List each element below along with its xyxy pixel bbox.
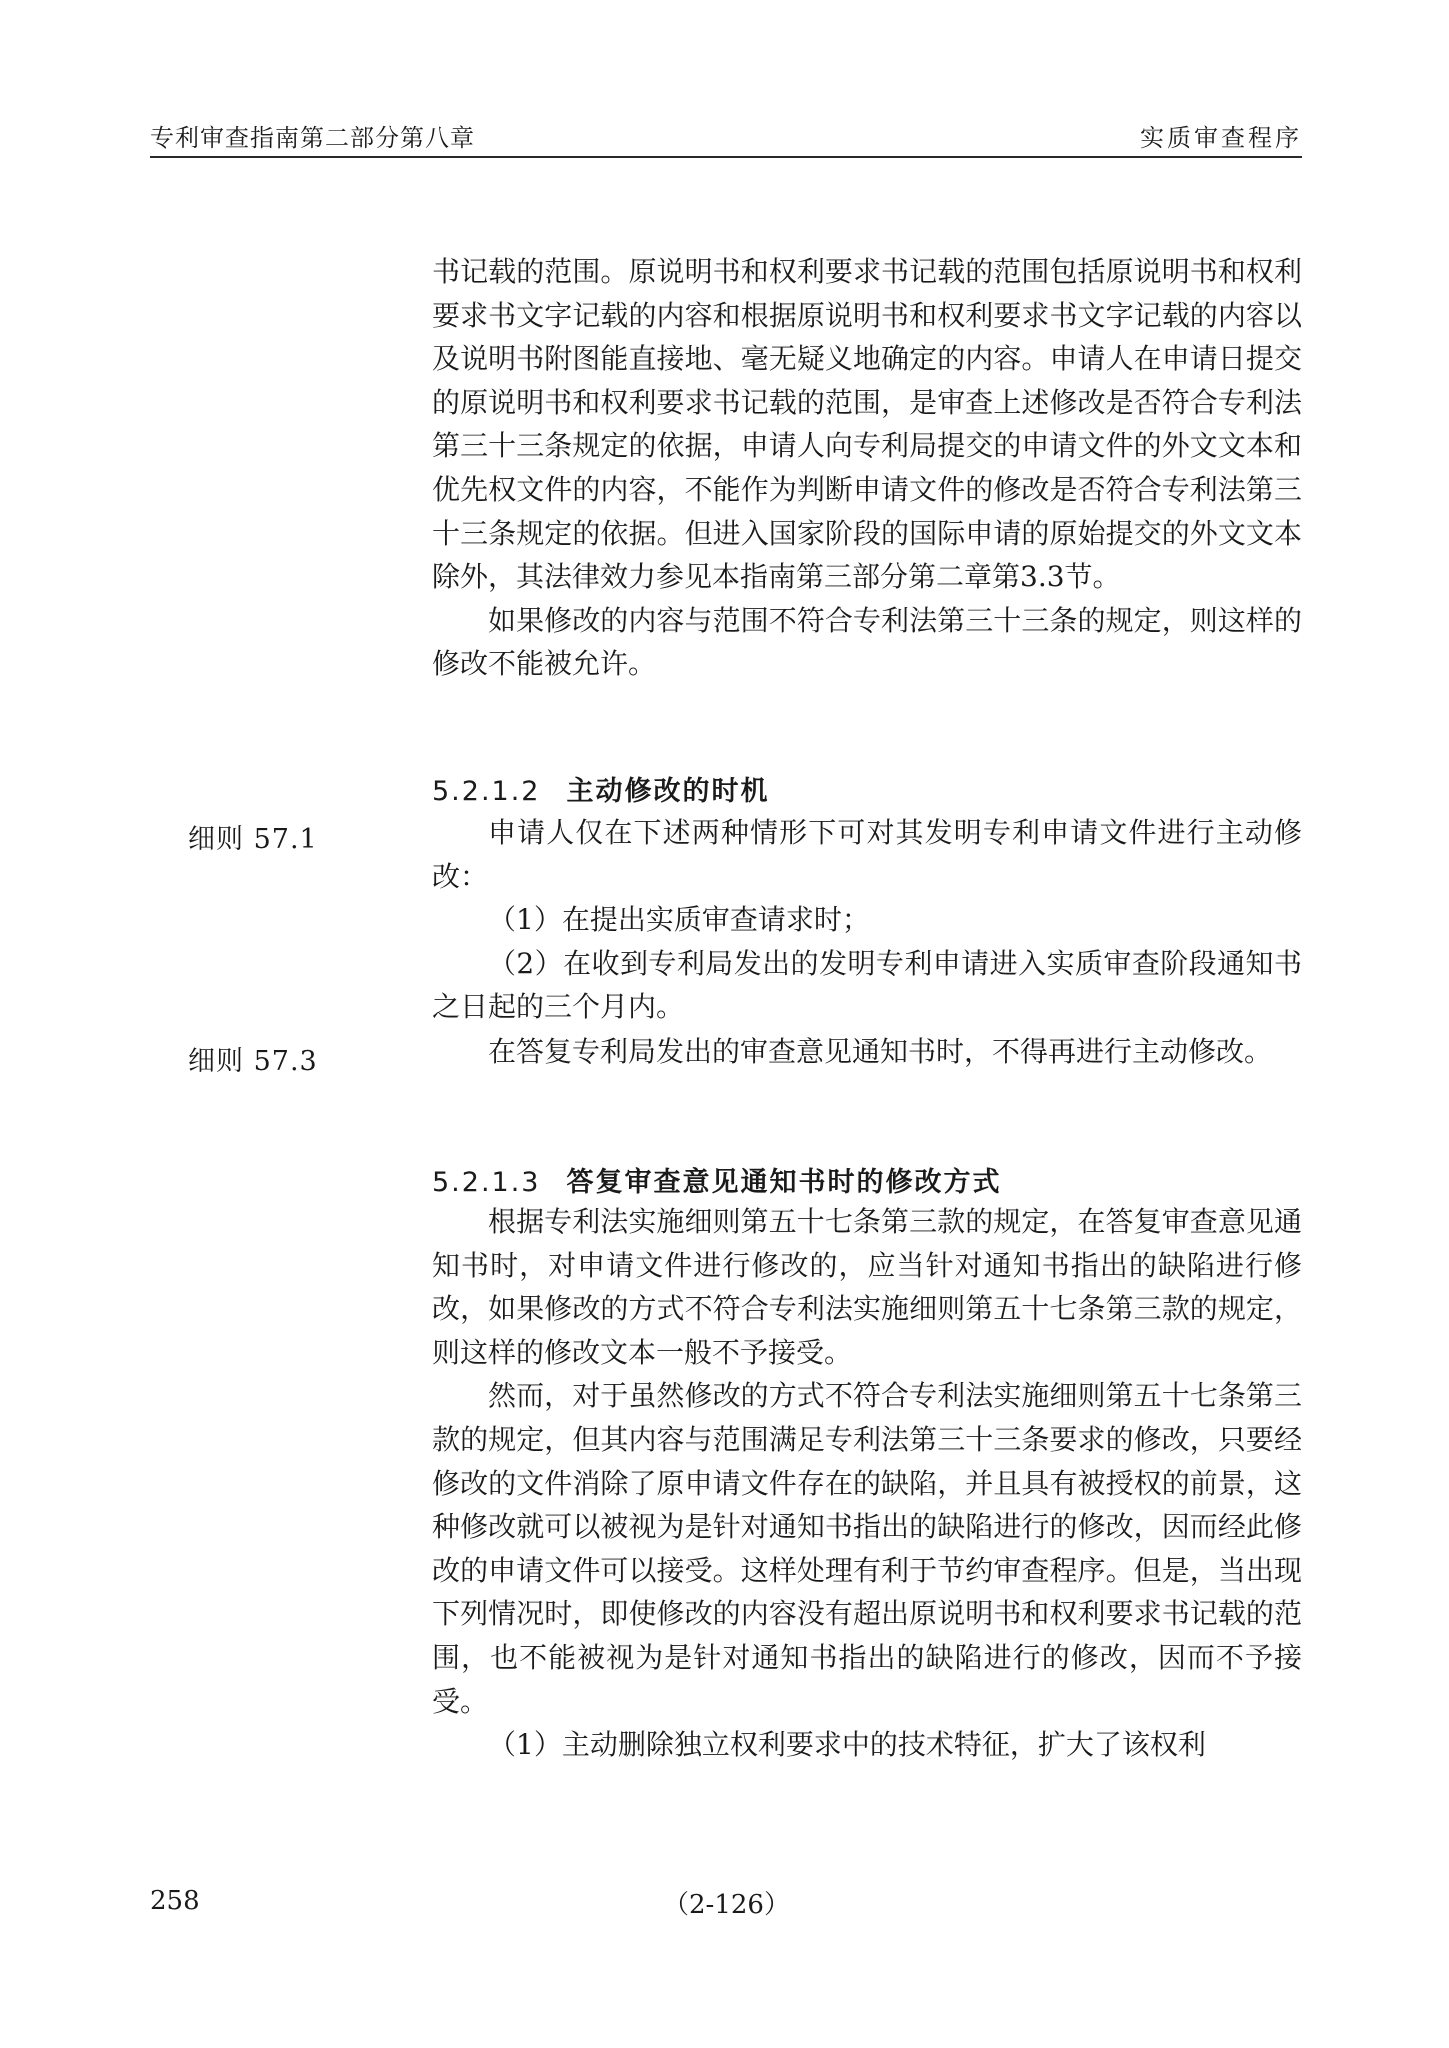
paragraph: 在答复专利局发出的审查意见通知书时，不得再进行主动修改。 bbox=[488, 1035, 1273, 1068]
body-block-4 bbox=[432, 1200, 1302, 1767]
section-heading-5-2-1-2 bbox=[432, 769, 769, 808]
page-code: （2-126） bbox=[663, 1890, 790, 1920]
section-number: 5.2.1.3 bbox=[432, 1167, 541, 1198]
page-number: 258 bbox=[150, 1886, 200, 1916]
paragraph: 根据专利法实施细则第五十七条第三款的规定，在答复审查意见通知书时，对申请文件进行修改的，应当针对通知书指出的缺陷进行修改，如果修改的方式不符合专利法实施细则第五十七条第三款的规定，则这样的修改文本一般不予接受。 bbox=[432, 1205, 1302, 1369]
paragraph: 申请人仅在下述两种情形下可对其发明专利申请文件进行主动修改： bbox=[432, 816, 1302, 893]
running-header bbox=[150, 118, 1302, 158]
margin-note-rule-57-1: 细则 57.1 bbox=[188, 824, 318, 855]
paragraph: 书记载的范围。原说明书和权利要求书记载的范围包括原说明书和权利要求书文字记载的内容和根据原说明书和权利要求书文字记载的内容以及说明书附图能直接地、毫无疑义地确定的内容。申请人在申请日提交的原说明书和权利要求书记载的范围，是审查上述修改是否符合专利法第三十三条规定的依据，申请人向专利局提交的申请文件的外文文本和优先权文件的内容，不能作为判断申请文件的修改是否符合专利法第三十三条规定的依据。但进入国家阶段的国际申请的原始提交的外文文本除外，其法律效力参见本指南第三部分第二章第3.3节。 bbox=[432, 255, 1302, 594]
header-section-title: 实质审查程序 bbox=[1140, 124, 1302, 152]
paragraph: 然而，对于虽然修改的方式不符合专利法实施细则第五十七条第三款的规定，但其内容与范围满足专利法第三十三条要求的修改，只要经修改的文件消除了原申请文件存在的缺陷，并且具有被授权的前景，这种修改就可以被视为是针对通知书指出的缺陷进行的修改，因而经此修改的申请文件可以接受。这样处理有利于节约审查程序。但是，当出现下列情况时，即使修改的内容没有超出原说明书和权利要求书记载的范围，也不能被视为是针对通知书指出的缺陷进行的修改，因而不予接受。 bbox=[432, 1379, 1302, 1718]
section-heading-5-2-1-3 bbox=[432, 1160, 1001, 1199]
list-item: （2）在收到专利局发出的发明专利申请进入实质审查阶段通知书之日起的三个月内。 bbox=[432, 946, 1302, 1024]
body-block-3 bbox=[432, 1030, 1302, 1074]
paragraph: 如果修改的内容与范围不符合专利法第三十三条的规定，则这样的修改不能被允许。 bbox=[432, 603, 1302, 681]
header-chapter-title: 专利审查指南第二部分第八章 bbox=[150, 124, 475, 152]
section-title: 主动修改的时机 bbox=[566, 776, 770, 807]
section-number: 5.2.1.2 bbox=[432, 776, 541, 807]
section-title: 答复审查意见通知书时的修改方式 bbox=[566, 1167, 1002, 1198]
body-block-2 bbox=[432, 811, 1302, 1029]
list-item: （1）在提出实质审查请求时； bbox=[488, 903, 870, 937]
margin-note-rule-57-3: 细则 57.3 bbox=[188, 1046, 318, 1077]
list-item: （1）主动删除独立权利要求中的技术特征，扩大了该权利 bbox=[488, 1728, 1206, 1762]
body-block-1 bbox=[432, 250, 1302, 686]
